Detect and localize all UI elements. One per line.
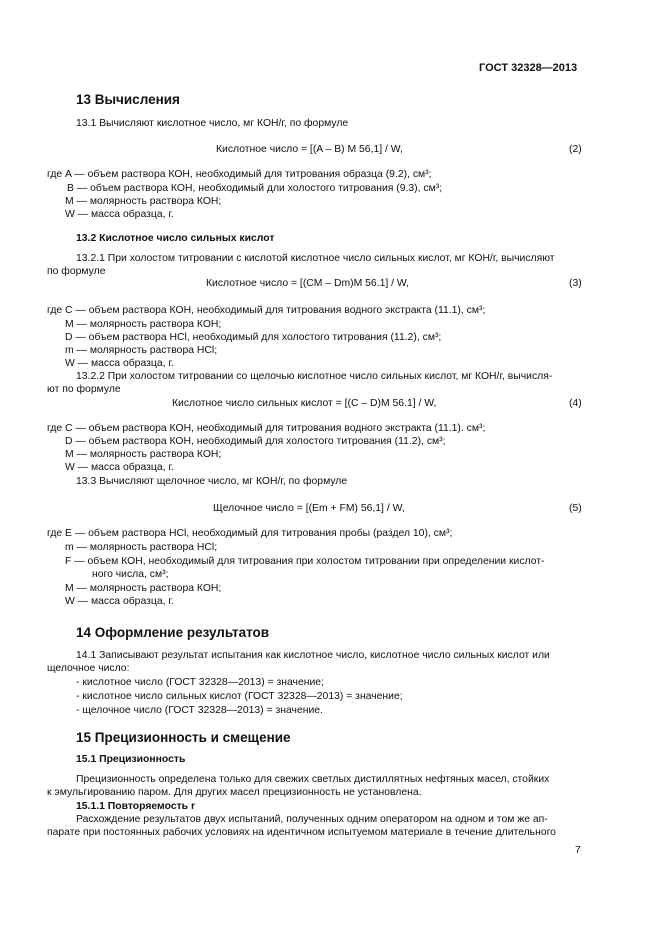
definition-line: M — молярность раствора КОН;: [65, 196, 222, 207]
definition-line: D — объем раствора HCl, необходимый для холостого титрования (11.2), см³;: [65, 332, 442, 343]
equation-5-number: (5): [569, 503, 582, 514]
subsection-13-2-title: 13.2 Кислотное число сильных кислот: [76, 233, 275, 244]
paragraph-13-2-2-line: ют по формуле: [47, 384, 121, 395]
definition-line: ного числа, см³;: [92, 569, 169, 580]
definition-line: W — масса образца, г.: [65, 209, 174, 220]
page-number: 7: [575, 845, 581, 856]
paragraph-13-3: 13.3 Вычисляют щелочное число, мг КОН/г, по формуле: [76, 476, 348, 487]
definition-line: m — молярность раствора HCl;: [65, 542, 218, 553]
equation-4-number: (4): [569, 398, 582, 409]
equation-4: Кислотное число сильных кислот = [(C – D)M 56.1] / W,: [172, 398, 437, 409]
section-14-title: 14 Оформление результатов: [76, 625, 270, 640]
paragraph-13-2-2-line: 13.2.2 При холостом титровании со щелочью кислотное число сильных кислот, мг КОН/г, вычисля-: [76, 371, 553, 382]
equation-3: Кислотное число = [(CM – Dm)M 56.1] / W,: [206, 278, 410, 289]
equation-5: Щелочное число = [(Em + FM) 56,1] / W,: [213, 503, 405, 514]
section-13-title: 13 Вычисления: [76, 92, 180, 107]
paragraph-14-1-line: 14.1 Записывают результат испытания как кислотное число, кислотное число сильных кислот или: [76, 650, 550, 661]
paragraph-15-1-1-line: Расхождение результатов двух испытаний, полученных одним оператором на одном и том же ап-: [76, 814, 548, 825]
definition-line: D — объем раствора КОН, необходимый для холостого титрования (11.2), см³;: [65, 436, 446, 447]
result-list-item: - кислотное число сильных кислот (ГОСТ 32328—2013) = значение;: [76, 691, 403, 702]
definition-line: W — масса образца, г.: [65, 596, 174, 607]
definition-line: M — молярность раствора КОН;: [65, 449, 222, 460]
definition-line: где C — объем раствора КОН, необходимый для титрования водного экстракта (11.1). см³;: [47, 423, 486, 434]
result-list-item: - кислотное число (ГОСТ 32328—2013) = значение;: [76, 677, 324, 688]
definition-line: F — объем КОН, необходимый для титрования при холостом титровании при определении кислот-: [65, 556, 545, 567]
paragraph-13-2-1-line: 13.2.1 При холостом титровании с кислотой кислотное число сильных кислот, мг КОН/г, вычисляют: [76, 253, 555, 264]
subsection-15-1-title: 15.1 Прецизионность: [76, 754, 186, 765]
equation-2: Кислотное число = [(A – B) M 56,1] / W,: [216, 144, 403, 155]
definition-line: W — масса образца, г.: [65, 462, 174, 473]
equation-3-number: (3): [569, 278, 582, 289]
definition-line: W — масса образца, г.: [65, 358, 174, 369]
paragraph-13-2-1-line: по формуле: [47, 266, 106, 277]
standard-header: ГОСТ 32328—2013: [479, 62, 578, 74]
paragraph-15-1-line: Прецизионность определена только для свежих светлых дистиллятных нефтяных масел, стойких: [76, 774, 550, 785]
paragraph-15-1-1-line: парате при постоянных рабочих условиях на идентичном испытуемом материале в течение длительного: [47, 827, 556, 838]
equation-2-number: (2): [569, 144, 582, 155]
definition-line: где A — объем раствора КОН, необходимый для титрования образца (9.2), см³;: [47, 169, 432, 180]
paragraph-13-1: 13.1 Вычисляют кислотное число, мг КОН/г, по формуле: [76, 118, 349, 129]
subsection-15-1-1-title: 15.1.1 Повторяемость r: [76, 801, 195, 812]
result-list-item: - щелочное число (ГОСТ 32328—2013) = значение.: [76, 705, 323, 716]
definition-line: M — молярность раствора КОН;: [65, 583, 222, 594]
definition-line: m — молярность раствора HCl;: [65, 345, 218, 356]
definition-line: M — молярность раствора КОН;: [65, 319, 222, 330]
definition-line: где C — объем раствора КОН, необходимый для титрования водного экстракта (11.1), см³;: [47, 305, 486, 316]
definition-line: B — объем раствора КОН, необходимый дли холостого титрования (9.3), см³;: [67, 183, 443, 194]
paragraph-15-1-line: к эмульгированию паром. Для других масел прецизионность не установлена.: [47, 787, 422, 798]
definition-line: где E — объем раствора HCl, необходимый для титрования пробы (раздел 10), см³;: [47, 528, 453, 539]
paragraph-14-1-line: щелочное число:: [47, 663, 130, 674]
section-15-title: 15 Прецизионность и смещение: [76, 730, 291, 745]
